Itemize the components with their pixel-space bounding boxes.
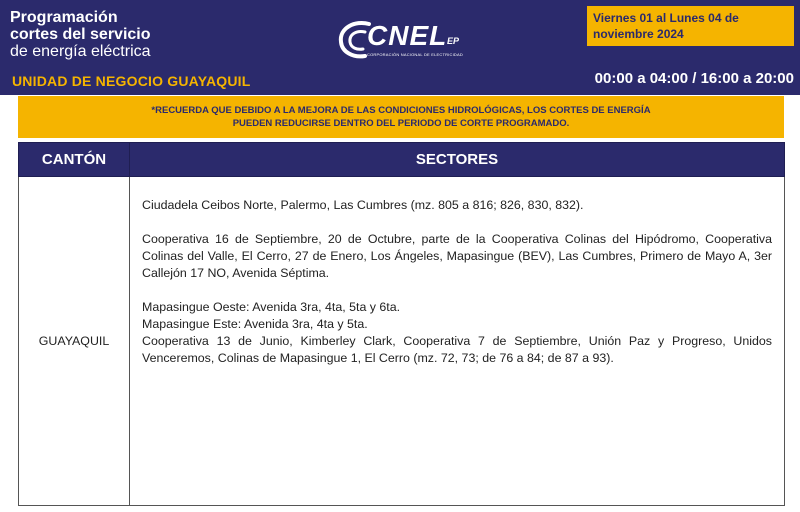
sector-paragraph: Cooperativa 16 de Septiembre, 20 de Octubre, parte de la Cooperativa Colinas del Hipódromo, Cooperativa Colinas del Valle, El Cerro, 27 de Enero, Los Ángeles, Mapasingue (BEV), Las Cumbres, Primero de Mayo A, 3er Callejón 17 NO, Avenida Séptima. <box>142 232 772 280</box>
notice-line-1: *RECUERDA QUE DEBIDO A LA MEJORA DE LAS CONDICIONES HIDROLÓGICAS, LOS CORTES DE ENERGÍA <box>151 105 651 116</box>
business-unit-label: UNIDAD DE NEGOCIO GUAYAQUIL <box>12 73 251 89</box>
date-range-line-1: Viernes 01 al Lunes 04 de <box>593 11 739 25</box>
outage-hours: 00:00 a 04:00 / 16:00 a 20:00 <box>594 70 794 87</box>
table-header-row <box>19 143 785 177</box>
sector-paragraph: Mapasingue Este: Avenida 3ra, 4ta y 5ta. <box>142 317 368 331</box>
table-row <box>19 177 785 506</box>
column-header-sectors: SECTORES <box>130 143 785 177</box>
sector-paragraph: Cooperativa 13 de Junio, Kimberley Clark, Cooperativa 7 de Septiembre, Unión Paz y Progreso, Unidos Venceremos, Colinas de Mapasingue 1, El Cerro (mz. 72, 73; de 76 a 84; de 87 a 93). <box>142 334 772 365</box>
title-block <box>10 9 151 60</box>
sectors-cell <box>130 177 785 506</box>
column-header-canton: CANTÓN <box>19 143 130 177</box>
header-banner <box>0 0 800 95</box>
logo-wordmark: CNEL <box>367 20 448 51</box>
title-line-3: de energía eléctrica <box>10 43 151 60</box>
sector-paragraph: Mapasingue Oeste: Avenida 3ra, 4ta, 5ta y 6ta. <box>142 300 401 314</box>
logo-subtitle: CORPORACIÓN NACIONAL DE ELECTRICIDAD <box>367 52 463 57</box>
cnel-logo <box>335 18 475 66</box>
date-range-box <box>587 6 794 46</box>
notice-banner <box>18 96 784 138</box>
sector-paragraph: Ciudadela Ceibos Norte, Palermo, Las Cumbres (mz. 805 a 816; 826, 830, 832). <box>142 198 584 212</box>
date-range-line-2: noviembre 2024 <box>593 27 684 41</box>
logo-ep-suffix: EP <box>447 36 460 46</box>
title-line-2: cortes del servicio <box>10 26 151 43</box>
notice-line-2: PUEDEN REDUCIRSE DENTRO DEL PERIODO DE CORTE PROGRAMADO. <box>232 118 570 129</box>
title-line-1: Programación <box>10 9 118 26</box>
outage-table <box>18 142 785 506</box>
canton-cell: GUAYAQUIL <box>19 177 130 506</box>
